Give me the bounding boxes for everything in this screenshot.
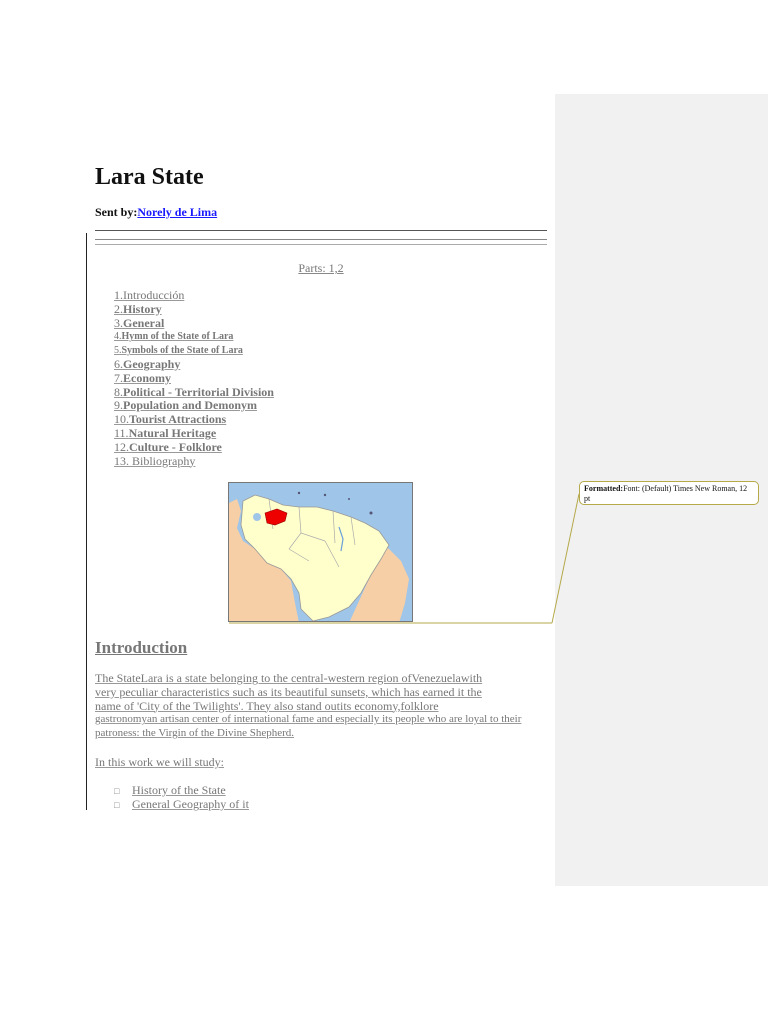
toc-item[interactable] <box>114 303 274 317</box>
toc-item[interactable] <box>114 455 274 469</box>
change-bar <box>86 233 87 810</box>
toc-text: Population and Demonym <box>123 398 258 413</box>
toc-num: 10. <box>114 412 129 427</box>
bullet-icon: □ <box>114 800 120 810</box>
parts-nav <box>95 261 547 276</box>
toc-item[interactable] <box>114 441 274 455</box>
toc-item[interactable] <box>114 344 274 358</box>
toc-item[interactable] <box>114 399 274 413</box>
toc-item[interactable] <box>114 427 274 441</box>
formatting-comment-balloon[interactable] <box>579 481 759 505</box>
intro-line: name of 'City of the Twilights'. They also stand outits economy,folklore <box>95 698 439 713</box>
toc-num: 11. <box>114 425 129 440</box>
table-of-contents <box>114 289 274 468</box>
toc-text: Bibliography <box>129 453 196 468</box>
toc-item[interactable] <box>114 289 274 303</box>
intro-line: The StateLara is a state belonging to the central-western region ofVenezuelawith <box>95 671 483 685</box>
sent-by-label: Sent by: <box>95 205 138 219</box>
toc-num: 5. <box>114 345 122 357</box>
bullet-icon: □ <box>114 786 120 796</box>
intro-line: very peculiar characteristics such as its beautiful sunsets, which has earned it the <box>95 684 482 699</box>
toc-num: 6. <box>114 356 123 371</box>
list-item <box>114 783 249 797</box>
toc-num: 9. <box>114 398 123 413</box>
toc-item[interactable] <box>114 358 274 372</box>
list-item <box>114 797 249 811</box>
toc-item[interactable] <box>114 317 274 331</box>
divider-rule <box>95 239 547 240</box>
toc-num: 13. <box>114 453 129 468</box>
list-item-text: General Geography of it <box>132 797 249 811</box>
toc-item[interactable] <box>114 386 274 400</box>
toc-num: 3. <box>114 315 123 330</box>
toc-text: Economy <box>123 370 171 385</box>
list-item-text: History of the State <box>132 783 226 797</box>
toc-text: Introducción <box>123 288 185 302</box>
venezuela-map-image <box>228 482 413 622</box>
parts-link[interactable]: Parts: 1,2 <box>298 261 344 275</box>
toc-text: Geography <box>123 356 181 371</box>
toc-num: 1. <box>114 288 123 302</box>
introduction-paragraph <box>95 672 550 741</box>
toc-num: 8. <box>114 384 123 399</box>
study-list <box>114 783 249 811</box>
toc-text: Political - Territorial Division <box>123 384 274 399</box>
toc-num: 7. <box>114 370 123 385</box>
toc-num: 12. <box>114 439 129 454</box>
toc-text: Symbols of the State of Lara <box>121 345 243 357</box>
comment-text: Font: (Default) Times New Roman, 12 pt <box>584 484 748 503</box>
toc-text: Culture - Folklore <box>129 439 222 454</box>
toc-num: 2. <box>114 301 123 316</box>
toc-text: Tourist Attractions <box>129 412 227 427</box>
toc-item[interactable] <box>114 372 274 386</box>
intro-line: patroness: the Virgin of the Divine Shepherd. <box>95 727 295 740</box>
divider-rule <box>95 230 547 231</box>
divider-rule <box>95 244 547 245</box>
document-title: Lara State <box>95 164 204 190</box>
comment-label: Formatted: <box>584 484 624 493</box>
author-link[interactable]: Norely de Lima <box>137 205 218 219</box>
toc-item[interactable] <box>114 330 274 344</box>
intro-line: gastronomyan artisan center of international fame and especially its people who are loyal to their <box>95 713 522 726</box>
toc-item[interactable] <box>114 413 274 427</box>
introduction-heading: Introduction <box>95 638 188 657</box>
toc-text: Natural Heritage <box>128 425 217 440</box>
toc-text: Hymn of the State of Lara <box>121 331 234 343</box>
toc-text: History <box>123 301 162 316</box>
study-intro: In this work we will study: <box>95 755 224 769</box>
toc-text: General <box>123 315 165 330</box>
toc-num: 4. <box>114 331 122 343</box>
venezuela-map-icon <box>229 483 413 622</box>
byline <box>95 205 217 220</box>
